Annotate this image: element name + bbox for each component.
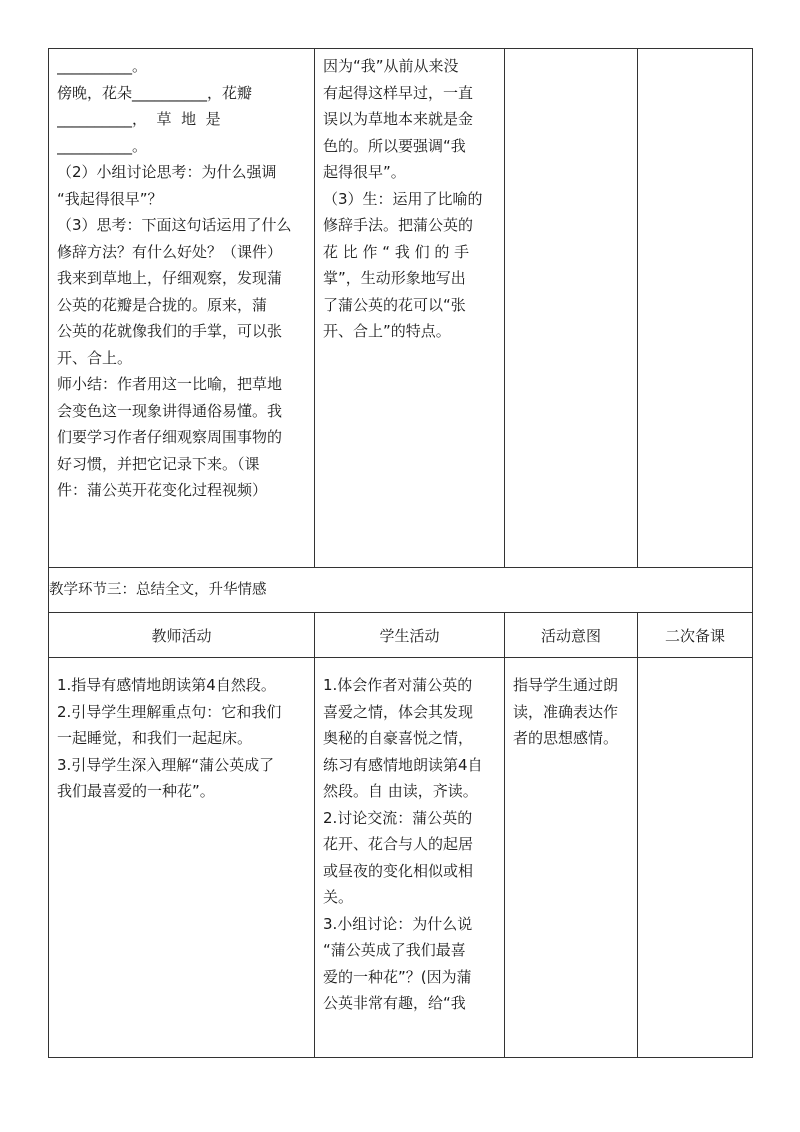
text-line: 掌”，生动形象地写出 bbox=[323, 269, 466, 287]
text-line: 3.小组讨论：为什么说 bbox=[323, 914, 473, 933]
text-line: 1.指导有感情地朗读第4自然段。 bbox=[57, 676, 276, 694]
text-line: 起得很早”。 bbox=[323, 163, 406, 181]
text-line: 花 比 作 “ 我 们 的 手 bbox=[323, 242, 470, 261]
activity-intent-text bbox=[505, 658, 637, 756]
text-line: 一起睡觉，和我们一起起床。 bbox=[57, 729, 253, 747]
text-line: （2）小组讨论思考：为什么强调 bbox=[57, 163, 277, 181]
text-line: 2.引导学生理解重点句：它和我们 bbox=[57, 702, 282, 721]
text-line: 或昼夜的变化相似或相 bbox=[323, 861, 474, 880]
text-line: 色的。所以要强调“我 bbox=[323, 136, 466, 155]
header-student-activity: 学生活动 bbox=[315, 613, 505, 658]
table-row bbox=[49, 568, 753, 613]
text-line: 会变色这一现象讲得通俗易懂。我 bbox=[57, 401, 283, 420]
teacher-activity-cell bbox=[49, 658, 315, 1058]
text-line: 傍晚，花朵__________，花瓣 bbox=[57, 83, 253, 102]
text-line: 修辞方法？有什么好处？（课件） bbox=[57, 242, 283, 261]
table-row bbox=[49, 658, 753, 1058]
student-activity-cell bbox=[315, 658, 505, 1058]
text-line: （3）思考：下面这句话运用了什么 bbox=[57, 216, 292, 234]
text-line: 我来到草地上，仔细观察，发现蒲 bbox=[57, 269, 283, 287]
text-line: 开、合上。 bbox=[57, 348, 133, 367]
teacher-activity-text bbox=[49, 658, 314, 809]
second-prep-cell bbox=[638, 658, 753, 1058]
text-line: 修辞手法。把蒲公英的 bbox=[323, 216, 474, 234]
header-teacher-activity: 教师活动 bbox=[49, 613, 315, 658]
text-line: 然段。自 由读，齐读。 bbox=[323, 782, 478, 800]
header-second-prep: 二次备课 bbox=[638, 613, 753, 658]
text-line: 公英非常有趣，给“我 bbox=[323, 994, 466, 1012]
text-line: 喜爱之情，体会其发现 bbox=[323, 702, 474, 721]
teacher-activity-cell bbox=[49, 49, 315, 568]
table-header-row bbox=[49, 613, 753, 658]
text-line: 关。 bbox=[323, 888, 354, 906]
text-line: 3.引导学生深入理解“蒲公英成了 bbox=[57, 755, 275, 774]
text-line: 误以为草地本来就是金 bbox=[323, 110, 474, 128]
header-activity-intent: 活动意图 bbox=[505, 613, 638, 658]
text-line: 花开、花合与人的起居 bbox=[323, 835, 474, 853]
text-line: 开、合上”的特点。 bbox=[323, 322, 451, 340]
text-line: __________。 bbox=[57, 57, 148, 75]
text-line: 指导学生通过朗 bbox=[513, 676, 619, 694]
text-line: 者的思想感情。 bbox=[513, 729, 619, 747]
text-line: 好习惯，并把它记录下来。（课 bbox=[57, 454, 260, 473]
text-line: 公英的花就像我们的手掌，可以张 bbox=[57, 322, 283, 340]
student-activity-text bbox=[315, 49, 504, 349]
student-activity-text bbox=[315, 658, 504, 1021]
table-row bbox=[49, 49, 753, 568]
text-line: 2.讨论交流：蒲公英的 bbox=[323, 808, 473, 827]
text-line: 因为“我”从前从来没 bbox=[323, 57, 459, 75]
text-line: 1.体会作者对蒲公英的 bbox=[323, 676, 473, 694]
text-line: “蒲公英成了我们最喜 bbox=[323, 941, 466, 959]
text-line: 公英的花瓣是合拢的。原来，蒲 bbox=[57, 295, 268, 314]
text-line: 我们最喜爱的一种花”。 bbox=[57, 782, 215, 800]
text-line: 了蒲公英的花可以“张 bbox=[323, 295, 466, 314]
text-line: 件：蒲公英开花变化过程视频） bbox=[57, 481, 268, 499]
text-line: __________。 bbox=[57, 136, 148, 155]
section-title: 教学环节三：总结全文，升华情感 bbox=[49, 568, 753, 613]
activity-intent-cell bbox=[505, 658, 638, 1058]
text-line: __________， 草 地 是 bbox=[57, 110, 221, 128]
text-line: 读，准确表达作 bbox=[513, 702, 619, 721]
text-line: 奥秘的自豪喜悦之情， bbox=[323, 729, 474, 747]
text-line: 有起得这样早过，一直 bbox=[323, 83, 474, 102]
second-prep-cell bbox=[638, 49, 753, 568]
activity-intent-cell bbox=[505, 49, 638, 568]
student-activity-cell bbox=[315, 49, 505, 568]
text-line: 练习有感情地朗读第4自 bbox=[323, 755, 483, 774]
text-line: “我起得很早”？ bbox=[57, 189, 163, 208]
teacher-activity-text bbox=[49, 49, 314, 508]
text-line: 们要学习作者仔细观察周围事物的 bbox=[57, 428, 283, 446]
text-line: （3）生：运用了比喻的 bbox=[323, 189, 483, 208]
lesson-plan-table bbox=[48, 48, 753, 1058]
text-line: 爱的一种花”？(因为蒲 bbox=[323, 967, 472, 986]
text-line: 师小结：作者用这一比喻，把草地 bbox=[57, 375, 283, 393]
